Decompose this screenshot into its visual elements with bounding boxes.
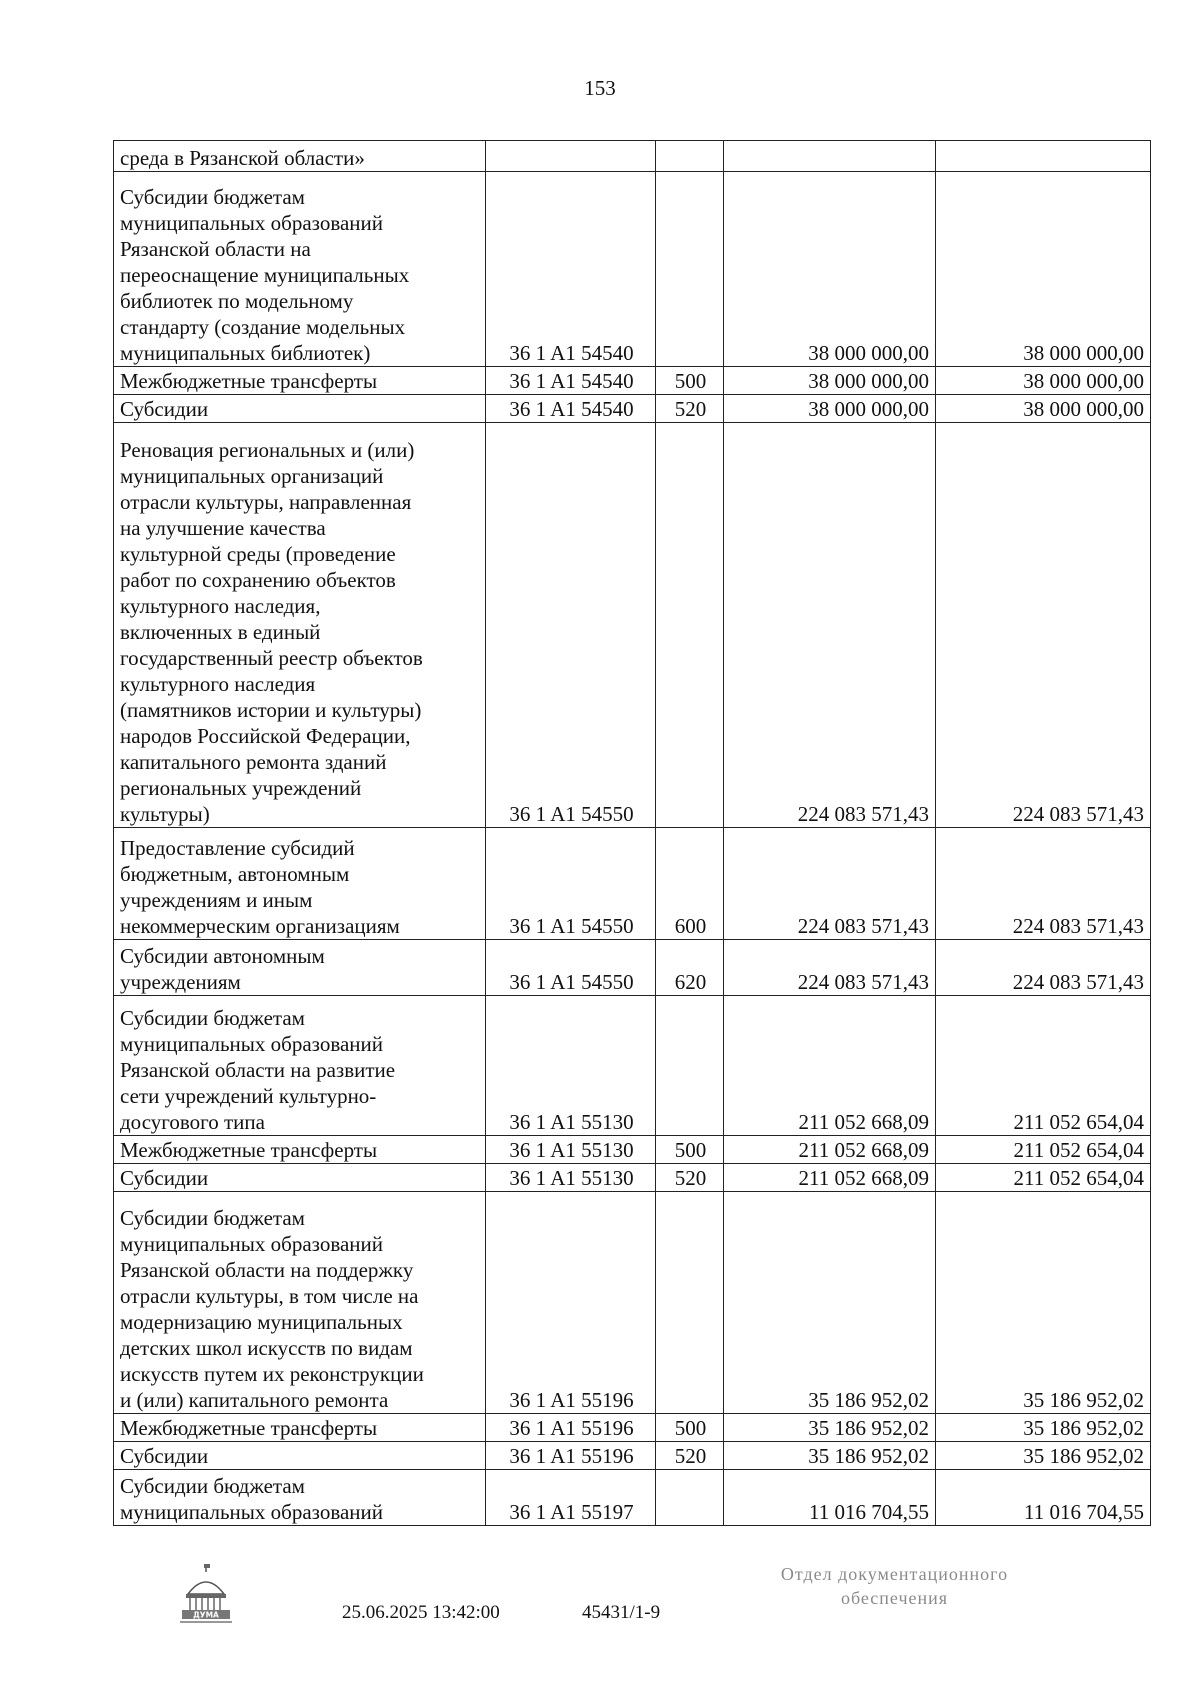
row-amount2-cell: 38 000 000,00 <box>936 367 1151 395</box>
table-row <box>114 172 1151 367</box>
row-code-cell: 36 1 A1 55197 <box>486 1470 656 1526</box>
row-name-cell: Предоставление субсидий бюджетным, автономным учреждениям и иным некоммерческим организациям <box>114 828 486 940</box>
duma-building-icon <box>178 1562 234 1624</box>
row-code-cell: 36 1 A1 54540 <box>486 172 656 367</box>
row-type-cell <box>656 172 724 367</box>
row-name-cell: Субсидии бюджетам муниципальных образований Рязанской области на переоснащение муниципальных библиотек по модельному стандарту (создание модельных муниципальных библиотек) <box>114 172 486 367</box>
row-amount1-cell: 211 052 668,09 <box>724 1164 936 1192</box>
table-row <box>114 1470 1151 1526</box>
row-name-cell: Субсидии <box>114 1442 486 1470</box>
table-row <box>114 1164 1151 1192</box>
row-amount2-cell: 35 186 952,02 <box>936 1414 1151 1442</box>
row-code-cell: 36 1 A1 54550 <box>486 423 656 828</box>
row-amount2-cell: 211 052 654,04 <box>936 1136 1151 1164</box>
row-code-cell: 36 1 A1 55130 <box>486 1136 656 1164</box>
footer-doc-number: 45431/1-9 <box>582 1602 661 1623</box>
row-type-cell: 500 <box>656 1414 724 1442</box>
row-type-cell <box>656 141 724 172</box>
row-amount1-cell: 211 052 668,09 <box>724 996 936 1136</box>
row-amount1-cell: 35 186 952,02 <box>724 1442 936 1470</box>
duma-logo <box>178 1562 234 1624</box>
row-code-cell: 36 1 A1 54550 <box>486 940 656 996</box>
table-row <box>114 1442 1151 1470</box>
row-amount2-cell: 211 052 654,04 <box>936 996 1151 1136</box>
row-code-cell: 36 1 A1 54540 <box>486 367 656 395</box>
stamp-line-2: обеспечения <box>840 1588 949 1608</box>
row-type-cell: 520 <box>656 1442 724 1470</box>
row-name-cell: Субсидии бюджетам муниципальных образований Рязанской области на поддержку отрасли культуры, в том числе на модернизацию муниципальных детских школ искусств по видам искусств путем их реконструкции и (или) капитального ремонта <box>114 1192 486 1414</box>
row-amount2-cell: 11 016 704,55 <box>936 1470 1151 1526</box>
row-amount2-cell: 35 186 952,02 <box>936 1442 1151 1470</box>
row-name-cell: Субсидии бюджетам муниципальных образований <box>114 1470 486 1526</box>
row-type-cell: 520 <box>656 1164 724 1192</box>
department-stamp <box>752 1562 1037 1610</box>
row-type-cell: 520 <box>656 395 724 423</box>
table-body <box>114 141 1151 1526</box>
row-type-cell <box>656 1470 724 1526</box>
table-row <box>114 996 1151 1136</box>
row-name-cell: Реновация региональных и (или) муниципальных организаций отрасли культуры, направленная на улучшение качества культурной среды (проведение работ по сохранению объектов культурного наследия, включенных в единый государственный реестр объектов культурного наследия (памятников истории и культуры) народов Российской Федерации, капитального ремонта зданий региональных учреждений культуры) <box>114 423 486 828</box>
row-name-cell: среда в Рязанской области» <box>114 141 486 172</box>
row-name-cell: Субсидии <box>114 395 486 423</box>
row-amount2-cell: 35 186 952,02 <box>936 1192 1151 1414</box>
row-amount1-cell: 224 083 571,43 <box>724 940 936 996</box>
row-amount2-cell: 38 000 000,00 <box>936 172 1151 367</box>
row-amount1-cell: 38 000 000,00 <box>724 395 936 423</box>
row-code-cell: 36 1 A1 55130 <box>486 1164 656 1192</box>
row-amount1-cell: 35 186 952,02 <box>724 1192 936 1414</box>
row-name-cell: Субсидии бюджетам муниципальных образований Рязанской области на развитие сети учреждений культурно- досугового типа <box>114 996 486 1136</box>
row-name-cell: Межбюджетные трансферты <box>114 1414 486 1442</box>
row-code-cell: 36 1 A1 54540 <box>486 395 656 423</box>
stamp-line-1: Отдел документационного <box>780 1564 1009 1584</box>
row-code-cell: 36 1 A1 55196 <box>486 1442 656 1470</box>
page-number: 153 <box>584 76 616 100</box>
row-type-cell: 620 <box>656 940 724 996</box>
table-row <box>114 423 1151 828</box>
row-name-cell: Субсидии автономным учреждениям <box>114 940 486 996</box>
row-name-cell: Межбюджетные трансферты <box>114 1136 486 1164</box>
row-amount2-cell: 224 083 571,43 <box>936 423 1151 828</box>
row-type-cell: 500 <box>656 367 724 395</box>
row-amount1-cell: 11 016 704,55 <box>724 1470 936 1526</box>
row-amount2-cell <box>936 141 1151 172</box>
row-amount2-cell: 211 052 654,04 <box>936 1164 1151 1192</box>
row-amount1-cell: 35 186 952,02 <box>724 1414 936 1442</box>
row-amount1-cell: 38 000 000,00 <box>724 172 936 367</box>
budget-table <box>113 140 1151 1526</box>
row-type-cell <box>656 423 724 828</box>
row-amount1-cell: 224 083 571,43 <box>724 828 936 940</box>
table-row <box>114 395 1151 423</box>
logo-lettering: ДУМА <box>193 1610 219 1620</box>
table-row <box>114 1136 1151 1164</box>
table-row <box>114 1414 1151 1442</box>
row-code-cell: 36 1 A1 54550 <box>486 828 656 940</box>
row-name-cell: Субсидии <box>114 1164 486 1192</box>
table-row <box>114 141 1151 172</box>
row-amount2-cell: 224 083 571,43 <box>936 828 1151 940</box>
table-row <box>114 940 1151 996</box>
row-code-cell: 36 1 A1 55196 <box>486 1414 656 1442</box>
row-code-cell <box>486 141 656 172</box>
row-type-cell <box>656 996 724 1136</box>
table-row <box>114 828 1151 940</box>
row-code-cell: 36 1 A1 55196 <box>486 1192 656 1414</box>
row-amount1-cell: 211 052 668,09 <box>724 1136 936 1164</box>
row-amount2-cell: 38 000 000,00 <box>936 395 1151 423</box>
row-name-cell: Межбюджетные трансферты <box>114 367 486 395</box>
row-amount2-cell: 224 083 571,43 <box>936 940 1151 996</box>
table-row <box>114 367 1151 395</box>
row-amount1-cell <box>724 141 936 172</box>
table-row <box>114 1192 1151 1414</box>
row-amount1-cell: 38 000 000,00 <box>724 367 936 395</box>
footer-datetime: 25.06.2025 13:42:00 <box>342 1602 500 1623</box>
row-type-cell: 500 <box>656 1136 724 1164</box>
row-amount1-cell: 224 083 571,43 <box>724 423 936 828</box>
row-type-cell <box>656 1192 724 1414</box>
row-type-cell: 600 <box>656 828 724 940</box>
row-code-cell: 36 1 A1 55130 <box>486 996 656 1136</box>
